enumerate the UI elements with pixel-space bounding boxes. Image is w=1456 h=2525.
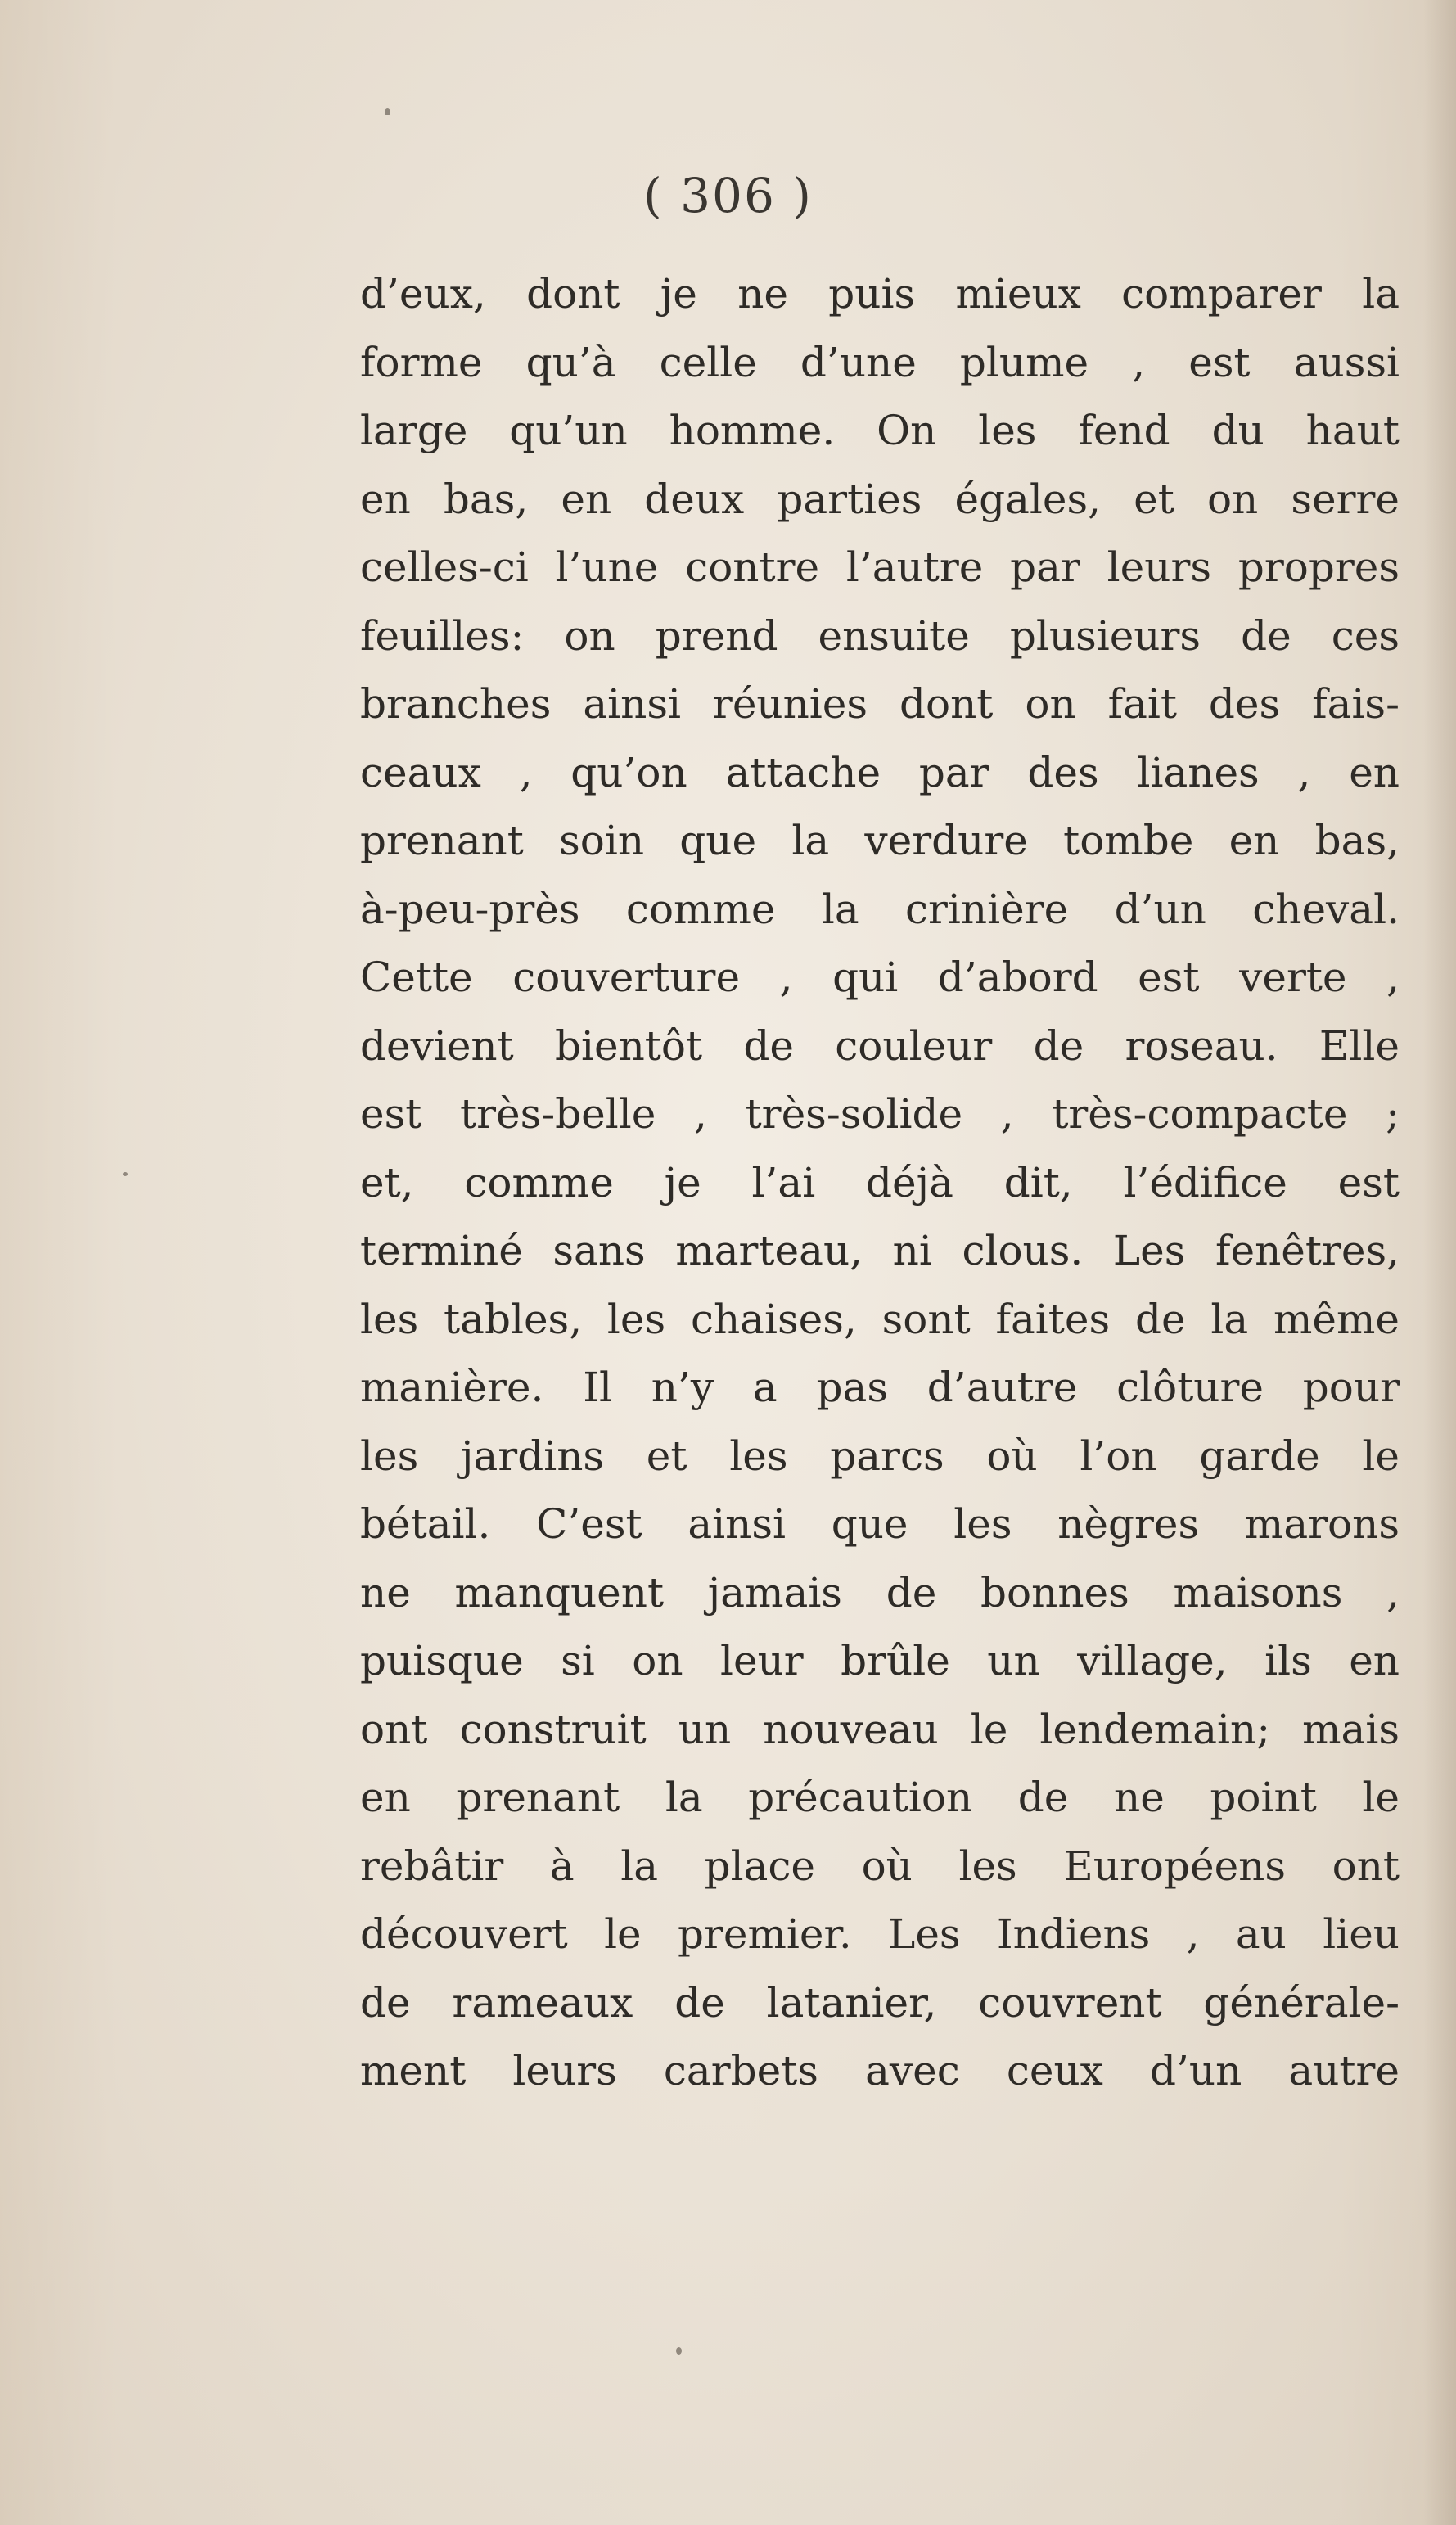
text-line: à-peu-près comme la crinière d’un cheval. xyxy=(360,885,1400,933)
text-line: terminé sans marteau, ni clous. Les fenêtres, xyxy=(360,1227,1400,1274)
page-number: ( 306 ) xyxy=(643,168,813,223)
text-line: bétail. C’est ainsi que les nègres marons xyxy=(360,1500,1400,1548)
text-line: en bas, en deux parties égales, et on serre xyxy=(360,475,1400,523)
paper-speck xyxy=(123,1172,128,1176)
text-line: ont construit un nouveau le lendemain; mais xyxy=(360,1705,1400,1753)
text-line: manière. Il n’y a pas d’autre clôture pour xyxy=(360,1364,1400,1411)
text-line: ne manquent jamais de bonnes maisons , xyxy=(360,1568,1400,1616)
text-line: ment leurs carbets avec ceux d’un autre xyxy=(360,2047,1400,2094)
text-line: puisque si on leur brûle un village, ils en xyxy=(360,1637,1400,1684)
text-line: d’eux, dont je ne puis mieux comparer la xyxy=(360,270,1400,318)
text-line: prenant soin que la verdure tombe en bas, xyxy=(360,817,1400,864)
text-line: feuilles: on prend ensuite plusieurs de ces xyxy=(360,611,1400,660)
text-line: de rameaux de latanier, couvrent générale- xyxy=(360,1978,1400,2027)
text-line: ceaux , qu’on attache par des lianes , en xyxy=(360,748,1400,796)
body-text xyxy=(360,260,1400,2106)
text-line: celles-ci l’une contre l’autre par leurs propres xyxy=(360,543,1400,591)
text-line: branches ainsi réunies dont on fait des fais- xyxy=(360,680,1400,728)
text-line: forme qu’à celle d’une plume , est aussi xyxy=(360,338,1400,386)
text-line: les jardins et les parcs où l’on garde le xyxy=(360,1432,1400,1480)
text-line: découvert le premier. Les Indiens , au lieu xyxy=(360,1910,1400,1958)
text-line: devient bientôt de couleur de roseau. Elle xyxy=(360,1021,1400,1070)
text-line: Cette couverture , qui d’abord est verte , xyxy=(360,954,1400,1001)
text-line: est très-belle , très-solide , très-compacte ; xyxy=(360,1090,1400,1138)
text-line: large qu’un homme. On les fend du haut xyxy=(360,407,1400,454)
text-line: en prenant la précaution de ne point le xyxy=(360,1774,1400,1821)
paper-speck xyxy=(385,108,390,115)
page-edge-shadow xyxy=(1423,0,1456,2525)
text-line: et, comme je l’ai déjà dit, l’édifice est xyxy=(360,1158,1400,1206)
text-line: rebâtir à la place où les Européens ont xyxy=(360,1842,1400,1890)
text-line: les tables, les chaises, sont faites de la même xyxy=(360,1295,1400,1343)
paper-speck xyxy=(676,2347,682,2355)
